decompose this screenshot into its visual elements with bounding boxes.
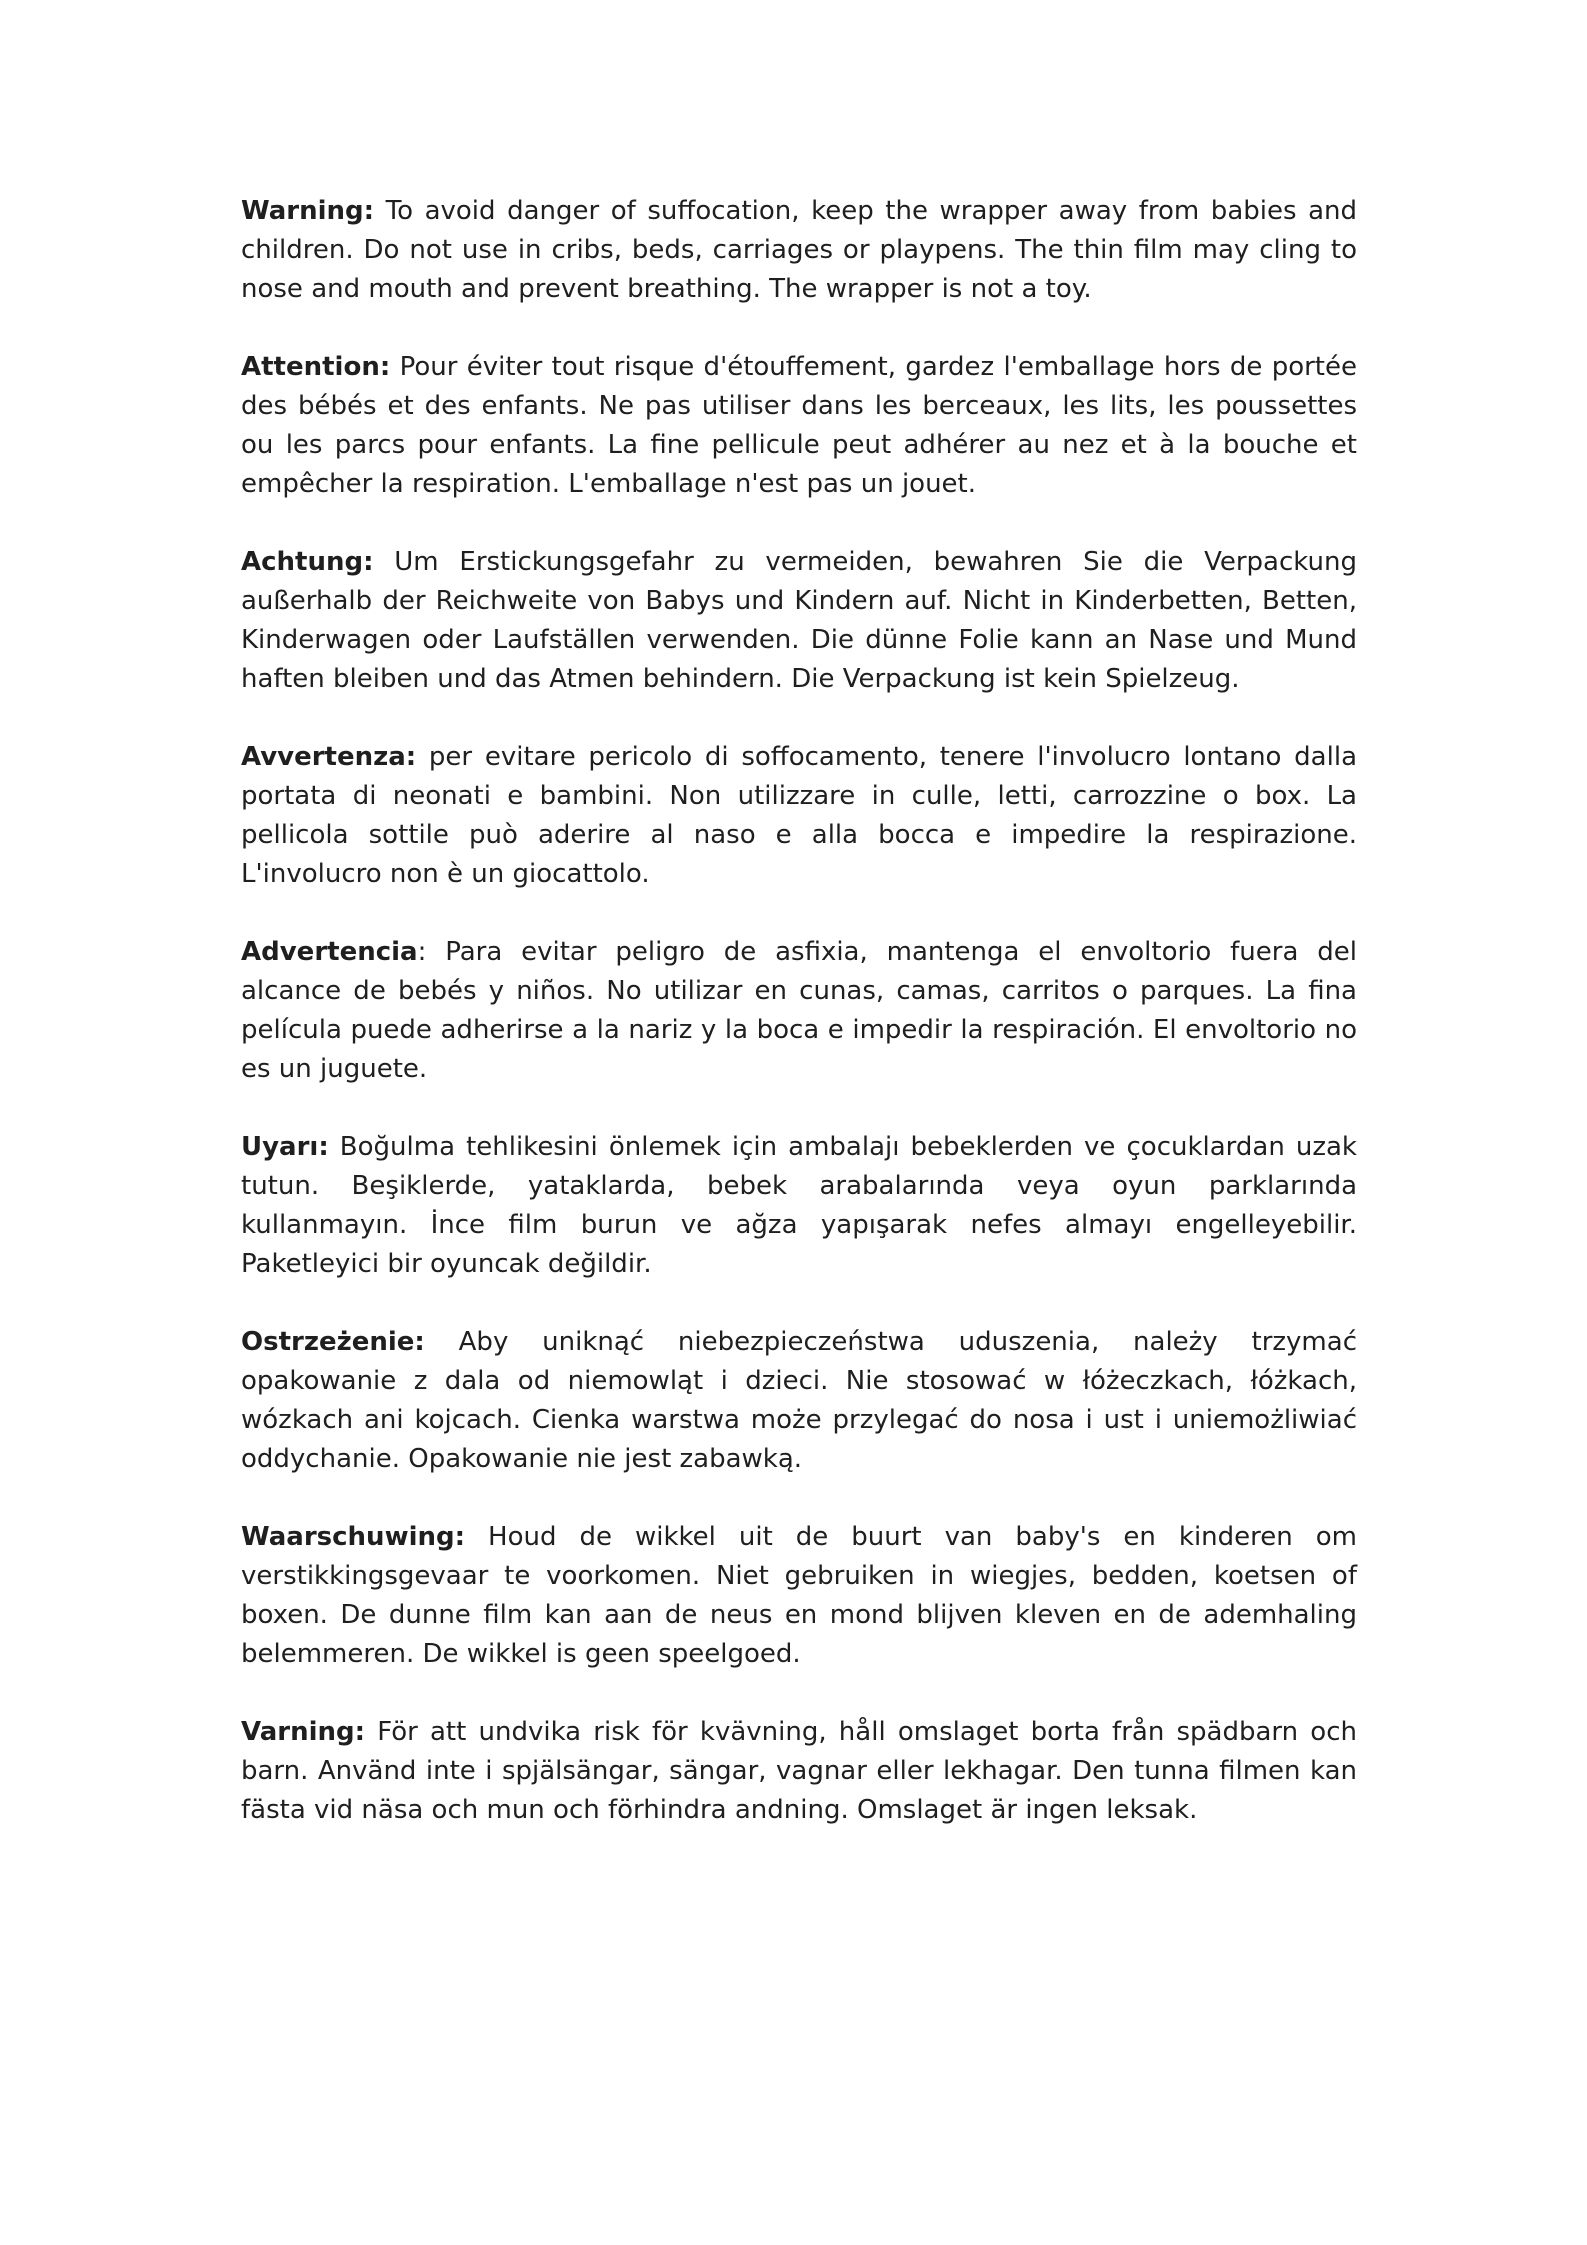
warning-label-german: Achtung:: [241, 547, 374, 577]
warning-paragraph-polish: [241, 1323, 1357, 1479]
warning-label-french: Attention:: [241, 352, 391, 382]
warning-paragraph-english: [241, 192, 1357, 309]
warning-label-turkish: Uyarı:: [241, 1132, 329, 1162]
warning-paragraph-spanish: [241, 933, 1357, 1089]
warning-text-italian: per evitare pericolo di soffocamento, tenere l'involucro lontano dalla portata di neonati e bambini. Non utilizzare in culle, letti, carrozzine o box. La pellicola sottile può aderire al naso e alla bocca e impedire la respirazione. L'involucro non è un giocattolo.: [241, 742, 1357, 889]
warning-paragraph-french: [241, 348, 1357, 504]
warning-paragraph-turkish: [241, 1128, 1357, 1284]
warning-text-german: Um Erstickungsgefahr zu vermeiden, bewahren Sie die Verpackung außerhalb der Reichweite von Babys und Kindern auf. Nicht in Kinderbetten, Betten, Kinderwagen oder Laufställen verwenden. Die dünne Folie kann an Nase und Mund haften bleiben und das Atmen behindern. Die Verpackung ist kein Spielzeug.: [241, 547, 1357, 694]
warning-label-italian: Avvertenza:: [241, 742, 417, 772]
warning-text-english: To avoid danger of suffocation, keep the wrapper away from babies and children. Do not use in cribs, beds, carriages or playpens. The thin film may cling to nose and mouth and prevent breathing. The wrapper is not a toy.: [241, 196, 1357, 304]
warning-paragraph-german: [241, 543, 1357, 699]
document-page: [241, 192, 1357, 1869]
warning-paragraph-dutch: [241, 1518, 1357, 1674]
warning-paragraph-swedish: [241, 1713, 1357, 1830]
warning-text-french: Pour éviter tout risque d'étouffement, gardez l'emballage hors de portée des bébés et des enfants. Ne pas utiliser dans les berceaux, les lits, les poussettes ou les parcs pour enfants. La fine pellicule peut adhérer au nez et à la bouche et empêcher la respiration. L'emballage n'est pas un jouet.: [241, 352, 1357, 499]
warning-text-polish: Aby uniknąć niebezpieczeństwa uduszenia, należy trzymać opakowanie z dala od niemowląt i dzieci. Nie stosować w łóżeczkach, łóżkach, wózkach ani kojcach. Cienka warstwa może przylegać do nosa i ust i uniemożliwiać oddychanie. Opakowanie nie jest zabawką.: [241, 1327, 1357, 1474]
warning-text-turkish: Boğulma tehlikesini önlemek için ambalajı bebeklerden ve çocuklardan uzak tutun. Beşiklerde, yataklarda, bebek arabalarında veya oyun parklarında kullanmayın. İnce film burun ve ağza yapışarak nefes almayı engelleyebilir. Paketleyici bir oyuncak değildir.: [241, 1132, 1357, 1279]
warning-label-english: Warning:: [241, 196, 375, 226]
warning-text-dutch: Houd de wikkel uit de buurt van baby's en kinderen om verstikkingsgevaar te voorkomen. Niet gebruiken in wiegjes, bedden, koetsen of boxen. De dunne film kan aan de neus en mond blijven kleven en de ademhaling belemmeren. De wikkel is geen speelgoed.: [241, 1522, 1357, 1669]
warning-paragraph-italian: [241, 738, 1357, 894]
warning-text-swedish: För att undvika risk för kvävning, håll omslaget borta från spädbarn och barn. Använd inte i spjälsängar, sängar, vagnar eller lekhagar. Den tunna filmen kan fästa vid näsa och mun och förhindra andning. Omslaget är ingen leksak.: [241, 1717, 1357, 1825]
warning-label-polish: Ostrzeżenie:: [241, 1327, 425, 1357]
warning-label-swedish: Varning:: [241, 1717, 366, 1747]
warning-text-spanish: : Para evitar peligro de asfixia, mantenga el envoltorio fuera del alcance de bebés y niños. No utilizar en cunas, camas, carritos o parques. La fina película puede adherirse a la nariz y la boca e impedir la respiración. El envoltorio no es un juguete.: [241, 937, 1357, 1084]
warning-label-dutch: Waarschuwing:: [241, 1522, 466, 1552]
warning-label-spanish: Advertencia: [241, 937, 418, 967]
